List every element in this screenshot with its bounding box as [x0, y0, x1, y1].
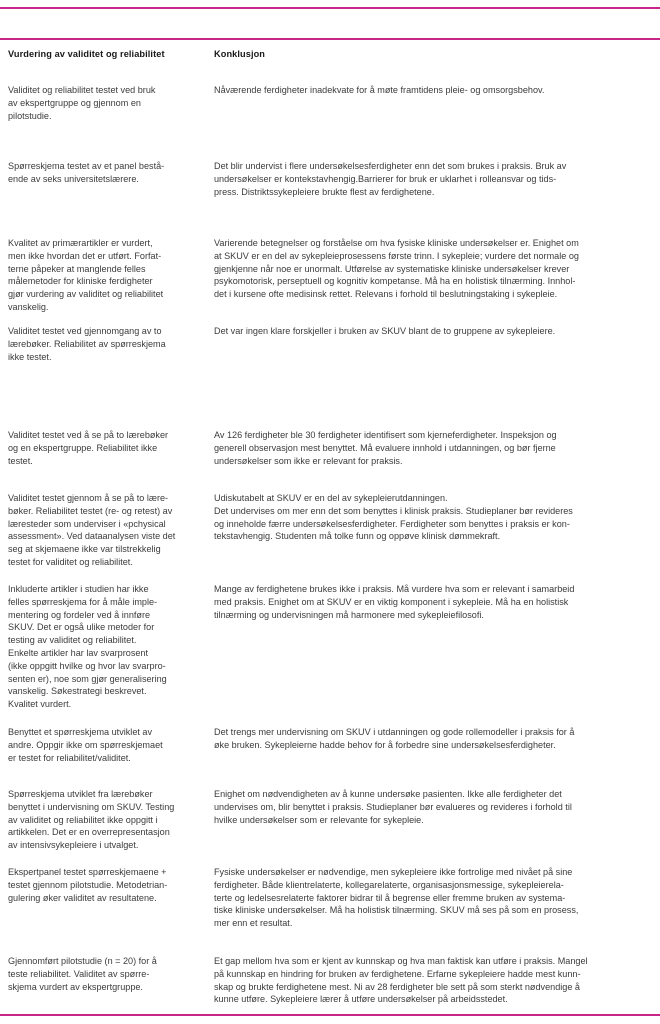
row-7-assessment: Inkluderte artikler i studien har ikke felles spørreskjema for å måle imple- mentering og fordeler ved å innføre SKUV. Det er også ulike metoder for testing av validitet og reliabilitet. Enkelte artikler har lav svarprosent (ikke oppgitt hvilke og hvor lav svarpro- senten er), noe som gjør generalisering vanskelig. Søkestrategi beskrevet. Kvalitet vurdert. — [8, 584, 167, 710]
row-6-conclusion: Udiskutabelt at SKUV er en del av sykepleierutdanningen. Det undervises om mer enn det som benyttes i klinisk praksis. Studieplaner bør revideres og inneholde færre undersøkelsesferdigheter. Ferdigheter som benyttes i praksis er kon- tekstavhengig. Studenten må tolke funn og oppøve klinisk dømmekraft. — [214, 493, 573, 542]
row-4-conclusion: Det var ingen klare forskjeller i bruken av SKUV blant de to gruppene av sykepleiere. — [214, 326, 556, 336]
row-2-assessment: Spørreskjema testet av et panel bestå- ende av seks universitetslærere. — [8, 161, 165, 184]
row-2-conclusion: Det blir undervist i flere undersøkelsesferdigheter enn det som brukes i praksis. Bruk av undersøkelser er kontekstavhengig.Barrierer for bruk er uklarhet i rolleansvar og tids- press. Distriktssykepleiere brukte flest av ferdighetene. — [214, 161, 567, 197]
row-6-assessment: Validitet testet gjennom å se på to lære- bøker. Reliabilitet testet (re- og retest) av læresteder som underviser i «pchysical assessment». Ved dataanalysen viste det seg at skjemaene ikke var tilstrekkelig testet for validitet og reliabilitet. — [8, 493, 176, 567]
row-10-conclusion: Fysiske undersøkelser er nødvendige, men sykepleiere ikke fortrolige med nivået på sine ferdigheter. Både klientrelaterte, kollegarelaterte, organisasjonsmessige, sykepleierela- terte og ledelsesrelaterte faktorer bidrar til å begrense eller fremme bruken av systema- tiske kliniske undersøkelser. Må ha holistisk tilnærming. SKUV må ses på som en prosess, mer enn et resultat. — [214, 867, 579, 929]
row-7-conclusion: Mange av ferdighetene brukes ikke i praksis. Må vurdere hva som er relevant i samarbeid med praksis. Enighet om at SKUV er en viktig komponent i sykepleie. Må ha en holistisk tilnærming og undervisningen må harmonere med sykepleiefilosofi. — [214, 584, 575, 620]
row-3-conclusion: Varierende betegnelser og forståelse om hva fysiske kliniske undersøkelser er. Enighet om at SKUV er en del av sykepleieprosessens første trinn. I sykepleie; vurdere det normale og gjenkjenne når noe er unormalt. Utførelse av systematiske kliniske undersøkelser krever psykomotorisk, perseptuell og kognitiv kompetanse. Må ha en holistisk tilnærming. Innhol- det i kursene ofte medisinsk rettet. Relevans i forhold til beslutningstaking i sykepleie. — [214, 238, 579, 300]
header-rule — [0, 38, 660, 40]
row-9-assessment: Spørreskjema utviklet fra lærebøker benyttet i undervisning om SKUV. Testing av validitet og reliabilitet ikke oppgitt i artikkelen. Det er en overrepresentasjon av intensivsykepleiere i utvalget. — [8, 789, 175, 851]
row-11-assessment: Gjennomført pilotstudie (n = 20) for å teste reliabilitet. Validitet av spørre- skjema vurdert av ekspertgruppe. — [8, 956, 157, 992]
header-conclusion: Konklusjon — [214, 49, 266, 59]
row-8-assessment: Benyttet et spørreskjema utviklet av andre. Oppgir ikke om spørreskjemaet er testet for reliabilitet/validitet. — [8, 727, 163, 763]
row-3-assessment: Kvalitet av primærartikler er vurdert, men ikke hvordan det er utført. Forfat- terne påpeker at manglende felles målemetoder for kliniske ferdigheter gjør vurdering av validitet og reliabilitet vanskelig. — [8, 238, 164, 312]
row-1-assessment: Validitet og reliabilitet testet ved bruk av ekspertgruppe og gjennom en pilotstudie. — [8, 85, 156, 121]
header-assessment: Vurdering av validitet og reliabilitet — [8, 49, 165, 59]
row-9-conclusion: Enighet om nødvendigheten av å kunne undersøke pasienten. Ikke alle ferdigheter det undervises om, blir benyttet i praksis. Studieplaner bør evalueres og revideres i forhold til hvilke undersøkelser som er relevante for sykepleie. — [214, 789, 572, 825]
row-1-conclusion: Nåværende ferdigheter inadekvate for å møte framtidens pleie- og omsorgsbehov. — [214, 85, 545, 95]
top-rule — [0, 7, 660, 9]
row-11-conclusion: Et gap mellom hva som er kjent av kunnskap og hva man faktisk kan utføre i praksis. Mangel på kunnskap en hindring for bruken av ferdighetene. Erfarne sykepleiere hadde mest kunn- skap og brukte ferdighetene mest. Ni av 28 ferdigheter ble sett på som sterkt nødvendige å kunne utføre. Sykepleiere lærer å utføre undersøkelser på arbeidsstedet. — [214, 956, 588, 1005]
row-5-assessment: Validitet testet ved å se på to lærebøker og en ekspertgruppe. Reliabilitet ikke testet. — [8, 430, 169, 466]
row-10-assessment: Ekspertpanel testet spørreskjemaene + testet gjennom pilotstudie. Metodetrian- gulering øker validitet av resultatene. — [8, 867, 168, 903]
row-8-conclusion: Det trengs mer undervisning om SKUV i utdanningen og gode rollemodeller i praksis for å øke bruken. Sykepleierne hadde behov for å forbedre sine undersøkelsesferdigheter. — [214, 727, 575, 750]
row-4-assessment: Validitet testet ved gjennomgang av to lærebøker. Reliabilitet av spørreskjema ikke testet. — [8, 326, 166, 362]
row-5-conclusion: Av 126 ferdigheter ble 30 ferdigheter identifisert som kjerneferdigheter. Inspeksjon og generell observasjon mest benyttet. Må evaluere innhold i utdanningen, og bør fjerne undersøkelser som ikke er relevant for praksis. — [214, 430, 557, 466]
bottom-rule — [0, 1014, 660, 1016]
